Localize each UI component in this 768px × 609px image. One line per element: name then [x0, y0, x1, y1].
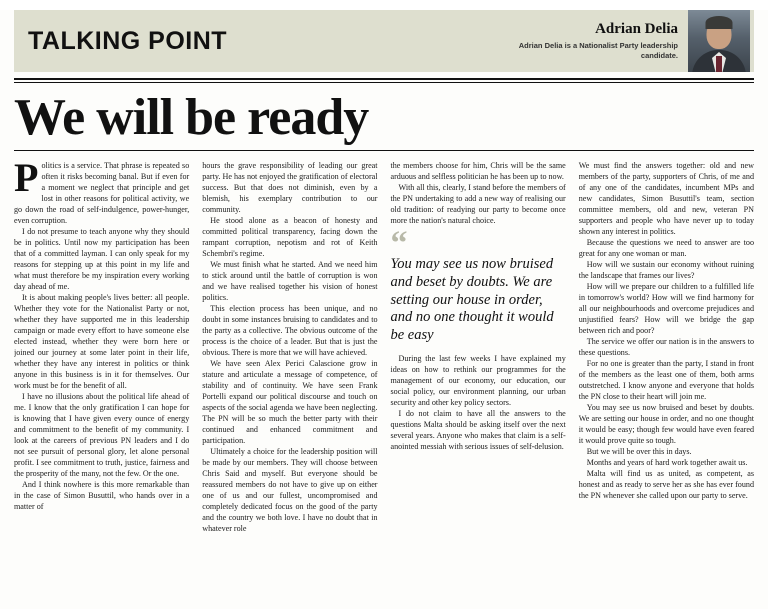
- quote-mark-icon: “: [390, 225, 408, 263]
- paragraph: With all this, clearly, I stand before the members of the PN undertaking to add a new way of realising our old tradition: of readying our party to become once more the nation's natural choice.: [390, 183, 566, 226]
- paragraph: We must finish what he started. And we need him to stick around until the battle of corruption is won and we have realised together his vision of honest politics.: [202, 260, 378, 303]
- paragraph: Ultimately a choice for the leadership position will be made by our members. They will choose between Chris Said and myself. But everyone should be reassured members do not have to give up on either one of us and our fullest, uncompromised and completely dedicated focus on the good of the party and the country we both love. I have no doubt that in whatever role: [202, 447, 378, 534]
- paragraph: I have no illusions about the political life ahead of me. I know that the only gratification I can hope for is knowing that I have given every ounce of energy and commitment to the benefit of my community. I look at the careers of previous PN leaders and I do not see pursuit of personal glory, let alone personal profit. I see commitment to truth, justice, fairness and the prosperity of the many, not the few. Or the one.: [14, 392, 190, 479]
- article-column-2: [202, 160, 377, 572]
- divider-headline: [14, 150, 754, 151]
- paragraph: He stood alone as a beacon of honesty and committed political transparency, facing down the rampant corruption, nepotism and rot of Keith Schembri's regime.: [202, 216, 378, 259]
- article-column-3: [391, 160, 566, 572]
- pull-quote: [390, 225, 566, 344]
- divider-thick: [14, 78, 754, 80]
- paragraph: We must find the answers together: old and new members of the party, supporters of Chris, of me and of any one of the candidates, incumbent MPs and new candidates, Simon Busuttil's team, section committee members, old and new, veteran PN supporters and people who have never up to today shown any interest in politics.: [578, 161, 754, 237]
- pull-quote-text: You may see us now bruised and beset by doubts. We are setting our house in order, and no one thought it would be easy: [390, 256, 554, 344]
- article-page: [0, 10, 768, 609]
- article-column-4: [579, 160, 754, 572]
- paragraph: I do not presume to teach anyone why they should be in politics. Until now my participation has been that of a committed layman. I can only speak for my reasons for stepping up at this point in my life and what must therefore be my inspiration every working day ahead of me.: [14, 227, 190, 292]
- divider-thin: [14, 82, 754, 83]
- masthead-spacer: [227, 10, 518, 72]
- paragraph: And I think nowhere is this more remarkable than in the case of Simon Busuttil, who hands over in a matter of: [14, 480, 190, 512]
- portrait-hair-shape: [706, 16, 733, 29]
- author-portrait: [688, 10, 750, 72]
- paragraph: The service we offer our nation is in the answers to these questions.: [578, 337, 754, 358]
- paragraph: Because the questions we need to answer are too great for any one woman or man.: [578, 238, 754, 259]
- paragraph: This election process has been unique, and no doubt in some instances bruising to candidates and to the party as a collective. The obvious outcome of the process is the choice of a leader. But that is just the obvious. There is more that we will have achieved.: [202, 304, 378, 358]
- masthead-right: [518, 10, 754, 72]
- page-title: We will be ready: [14, 89, 369, 146]
- byline-block: [518, 21, 688, 62]
- portrait-tie-shape: [716, 56, 722, 72]
- masthead: [14, 10, 754, 72]
- paragraph: Months and years of hard work together await us.: [586, 458, 748, 468]
- paragraph: But we will be over this in days.: [586, 447, 692, 457]
- article-column-1: [14, 160, 189, 572]
- masthead-left: [14, 10, 227, 72]
- article-columns: [14, 160, 754, 572]
- paragraph: How will we prepare our children to a fulfilled life in tomorrow's world? How will we find harmony for all our neighbourhoods and overcome prejudices and unjustified fears? How will we bridge the gap between rich and poor?: [578, 282, 754, 336]
- paragraph: For no one is greater than the party, I stand in front of the members as the least one of them, both arms outstretched. I know anyone and everyone that holds the PN close to their heart will join me.: [578, 359, 754, 402]
- paragraph: How will we sustain our economy without ruining the landscape that frames our lives?: [578, 260, 754, 281]
- paragraph: We have seen Alex Perici Calascione grow in stature and articulate a message of competence, of stability and of continuity. We have seen Frank Portelli expand our political discourse and touch on aspects of the social agenda we have been neglecting. The PN will be so much the better party with their continued and enhanced commitment and participation.: [202, 359, 378, 446]
- paragraph: During the last few weeks I have explained my ideas on how to rethink our programmes for the management of our economy, our education, our social policy, our environment planning, our urban security and other key policy sectors.: [390, 353, 566, 407]
- section-label: TALKING POINT: [28, 26, 228, 55]
- paragraph: hours the grave responsibility of leading our great party. He has not enjoyed the gratification of electoral success. But that does not diminish, even by a blemish, his exemplary contribution to our community.: [202, 161, 378, 215]
- paragraph: Malta will find us as united, as competent, as honest and as ready to serve her as she has ever found the PN whenever she called upon our party to serve.: [578, 469, 754, 501]
- paragraph: It is about making people's lives better: all people. Whether they vote for the Nationalist Party or not, whether they have supported me in this leadership campaign or made every effort to have someone else elected instead, whether they were born here or joined our journey at some later point in their life, whether they have any interest in politics or think anyone in this business is in it for themselves. Our work must be for the benefit of all.: [14, 293, 190, 391]
- author-role: Adrian Delia is a Nationalist Party leadership candidate.: [518, 41, 678, 61]
- author-name: Adrian Delia: [595, 20, 678, 37]
- paragraph: the members choose for him, Chris will be the same arduous and selfless politician he has been up to now.: [390, 161, 566, 182]
- paragraph: I do not claim to have all the answers to the questions Malta should be asking itself over the next several years. Anyone who makes that claim is a self-anointed messiah with serious issues of self-delusion.: [390, 408, 566, 451]
- paragraph: Politics is a service. That phrase is repeated so often it risks becoming banal. But if even for a moment we neglect that principle and get lost in other reasons for political activity, we go down the road of self-indulgence, power-hunger, even corruption.: [14, 160, 190, 226]
- paragraph: You may see us now bruised and beset by doubts. We are setting our house in order, and no one thought it would be easy; though few would have even feared it would prove quite so tough.: [578, 403, 754, 446]
